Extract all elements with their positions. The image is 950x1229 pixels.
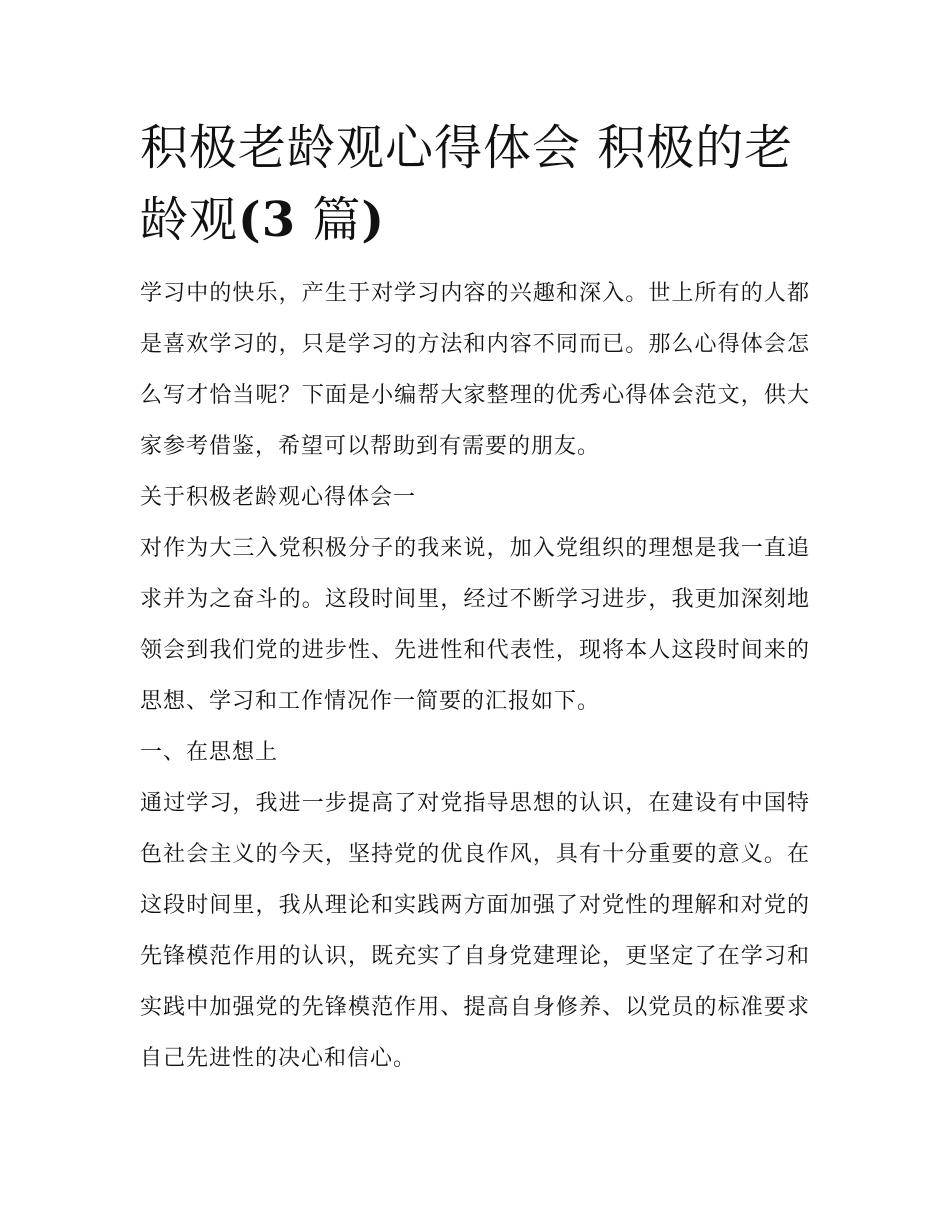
- title-line-2-unit: 篇: [296, 192, 362, 248]
- intro-paragraph: 学习中的快乐，产生于对学习内容的兴趣和深入。世上所有的人都是喜欢学习的，只是学习的方法和内容不同而已。那么心得体会怎么写才恰当呢？下面是小编帮大家整理的优秀心得体会范文，供大家参考借鉴，希望可以帮助到有需要的朋友。: [140, 281, 810, 459]
- body-paragraph-2: 通过学习，我进一步提高了对党指导思想的认识，在建设有中国特色社会主义的今天，坚持党的优良作风，具有十分重要的意义。在这段时间里，我从理论和实践两方面加强了对党性的理解和对党的先锋模范作用的认识，既充实了自身党建理论，更坚定了在学习和实践中加强党的先锋模范作用、提高自身修养、以党员的标准要求自己先进性的决心和信心。: [140, 791, 810, 1071]
- subsection-heading-thought: 一、在思想上: [140, 740, 279, 765]
- title-line-1: 积极老龄观心得体会 积极的老: [140, 120, 794, 176]
- body-paragraph-1: 对作为大三入党积极分子的我来说，加入党组织的理想是我一直追求并为之奋斗的。这段时间里，经过不断学习进步，我更加深刻地领会到我们党的进步性、先进性和代表性，现将本人这段时间来的思想、学习和工作情况作一简要的汇报如下。: [140, 536, 810, 714]
- title-line-2-prefix: 龄观: [140, 192, 239, 248]
- title-line-2-count: (3: [238, 192, 297, 248]
- section-heading-1: 关于积极老龄观心得体会一: [140, 485, 417, 510]
- document-title: [140, 112, 810, 256]
- title-line-2-close: ): [361, 192, 386, 248]
- document-body: [140, 268, 810, 1084]
